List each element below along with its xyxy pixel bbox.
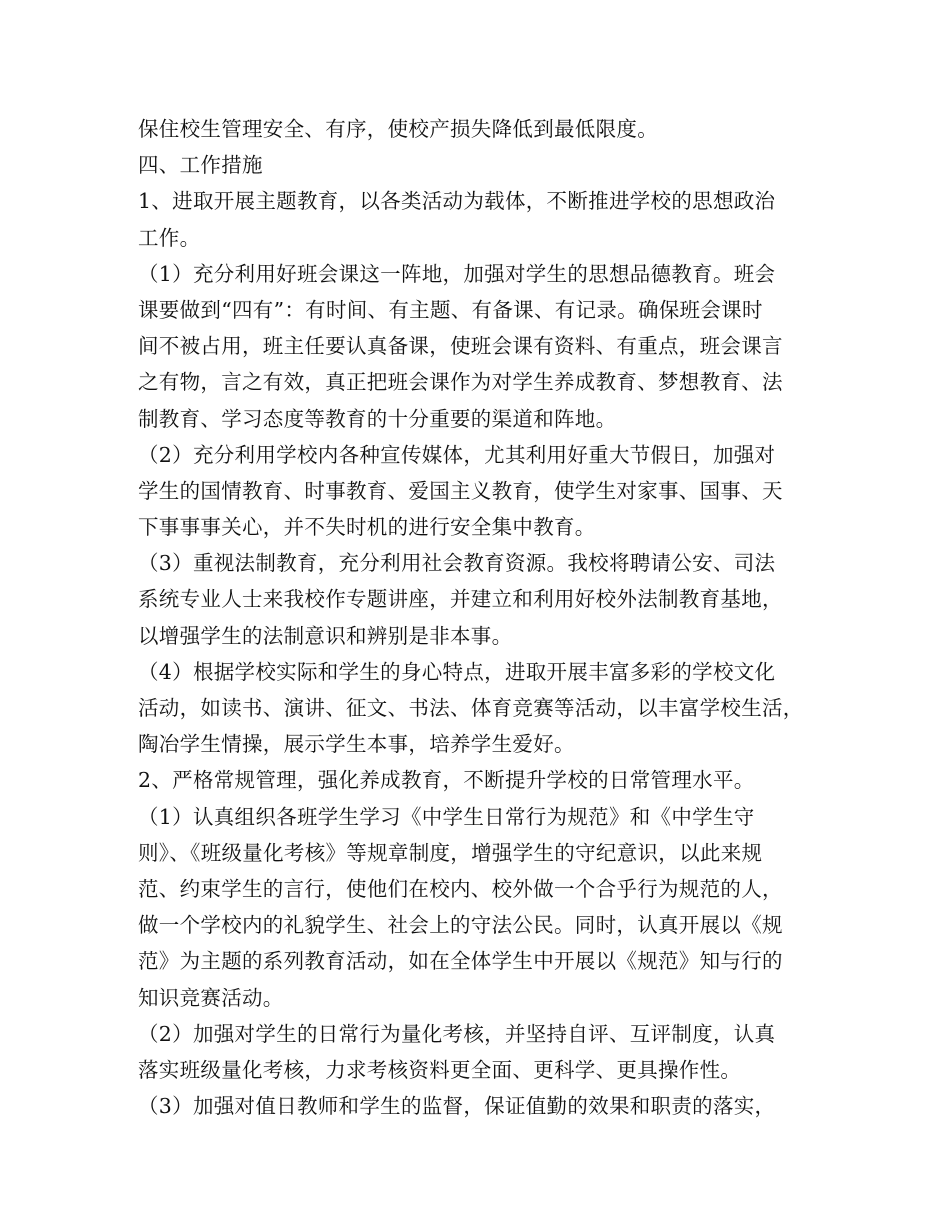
text-line: 制教育、学习态度等教育的十分重要的渠道和阵地。 — [138, 406, 617, 431]
text-line: 学生的国情教育、时事教育、爱国主义教育，使学生对家事、国事、天 — [138, 478, 783, 503]
text-line: 范》为主题的系列教育活动，如在全体学生中开展以《规范》知与行的 — [138, 949, 783, 974]
text-line: 1、进取开展主题教育，以各类活动为载体，不断推进学校的思想政治 — [138, 189, 776, 214]
text-line: 做一个学校内的礼貌学生、社会上的守法公民。同时，认真开展以《规 — [138, 913, 783, 938]
text-line: 知识竞赛活动。 — [138, 985, 284, 1010]
text-line: 则》、《班级量化考核》等规章制度，增强学生的守纪意识，以此来规 — [138, 840, 763, 865]
text-line: 课要做到“四有”：有时间、有主题、有备课、有记录。确保班会课时 — [138, 297, 763, 322]
text-line: 系统专业人士来我校作专题讲座，并建立和利用好校外法制教育基地， — [138, 587, 783, 612]
text-line: （2）加强对学生的日常行为量化考核，并坚持自评、互评制度，认真 — [138, 1021, 776, 1046]
text-line: （1）认真组织各班学生学习《中学生日常行为规范》和《中学生守 — [138, 804, 755, 829]
text-line: （2）充分利用学校内各种宣传媒体，尤其利用好重大节假日，加强对 — [138, 442, 776, 467]
text-line: （3）重视法制教育，充分利用社会教育资源。我校将聘请公安、司法 — [138, 551, 776, 576]
document-body — [138, 111, 838, 1124]
text-line: （4）根据学校实际和学生的身心特点，进取开展丰富多彩的学校文化 — [138, 659, 776, 684]
text-line: （1）充分利用好班会课这一阵地，加强对学生的思想品德教育。班会 — [138, 261, 776, 286]
text-line: 以增强学生的法制意识和辨别是非本事。 — [138, 623, 513, 648]
text-line: 活动，如读书、演讲、征文、书法、体育竞赛等活动，以丰富学校生活， — [138, 696, 804, 720]
text-line: （3）加强对值日教师和学生的监督，保证值勤的效果和职责的落实， — [138, 1094, 776, 1119]
section-heading: 四、工作措施 — [138, 153, 263, 178]
text-line: 保住校生管理安全、有序，使校产损失降低到最低限度。 — [138, 117, 658, 141]
text-line: 范、约束学生的言行，使他们在校内、校外做一个合乎行为规范的人， — [138, 876, 783, 901]
text-line: 2、严格常规管理，强化养成教育，不断提升学校的日常管理水平。 — [138, 768, 755, 793]
text-line: 间不被占用，班主任要认真备课，使班会课有资料、有重点，班会课言 — [138, 334, 783, 359]
text-line: 下事事事关心，并不失时机的进行安全集中教育。 — [138, 515, 596, 540]
text-line: 陶冶学生情操，展示学生本事，培养学生爱好。 — [138, 732, 575, 757]
text-line: 工作。 — [138, 225, 201, 250]
text-line: 落实班级量化考核，力求考核资料更全面、更科学、更具操作性。 — [138, 1057, 742, 1082]
text-line: 之有物，言之有效，真正把班会课作为对学生养成教育、梦想教育、法 — [138, 370, 783, 395]
